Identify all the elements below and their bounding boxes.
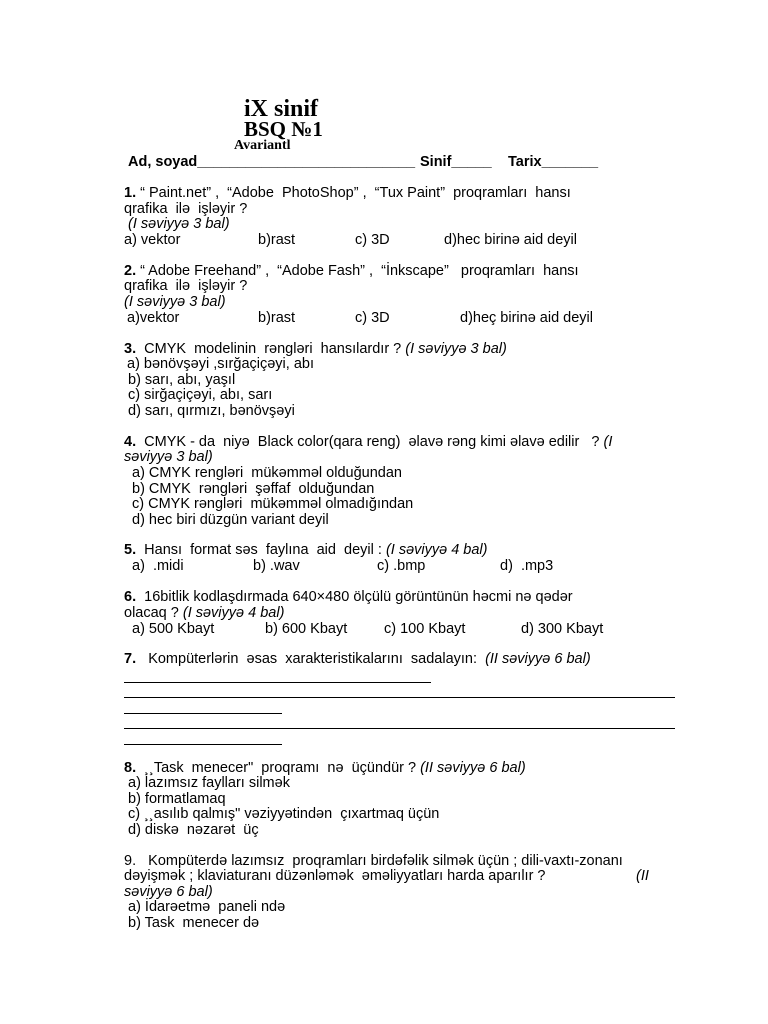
difficulty-level: (II [636, 868, 649, 884]
option-a: a) CMYK rengləri mükəmməl olduğundan [132, 465, 402, 481]
difficulty-level: (I səviyyə 4 bal) [385, 542, 488, 558]
option-b: b)rast [258, 232, 296, 248]
option-d: d) 300 Kbayt [521, 621, 604, 637]
option-d: d) sarı, qırmızı, bənövşəyi [128, 403, 295, 419]
option-d: d) diskə nəzarət üç [128, 822, 259, 838]
question-text-line: dəyişmək ; klaviaturanı düzənləmək əməliyyatları harda aparılır ? [124, 868, 546, 884]
option-c: c) CMYK rəngləri mükəmməl olmadığından [132, 496, 414, 512]
option-a: a) bənövşəyi ,sırğaçiçəyi, abı [127, 356, 314, 372]
option-a: a) İdarəetmə paneli ndə [128, 899, 286, 915]
option-a: a) lazımsız faylları silmək [128, 775, 290, 791]
difficulty-level: (II səviyyə 6 bal) [420, 760, 526, 776]
question-5 [124, 542, 487, 558]
question-text: ¸¸Task menecer" proqramı nə üçündür ? [144, 760, 417, 776]
question-text: 16bitlik kodlaşdırmada 640×480 ölçülü görüntünün həcmi nə qədər [144, 589, 573, 605]
option-b: b) formatlamaq [128, 791, 226, 807]
difficulty-level: (I səviyyə 4 bal) [182, 605, 285, 621]
question-number: 5. [124, 542, 137, 558]
bsq-title: BSQ №1 [244, 117, 323, 141]
difficulty-level-cont: səviyyə 6 bal) [124, 884, 213, 900]
answer-line[interactable] [124, 744, 282, 745]
option-b: b) .wav [253, 558, 300, 574]
question-1 [124, 185, 571, 201]
question-text: Hansı format səs faylına aid deyil : [144, 542, 382, 558]
class-title: iX sinif [244, 96, 319, 122]
question-number: 7. [124, 651, 137, 667]
name-field-label: Ad, soyad___________________________ [128, 154, 416, 170]
option-c: c) .bmp [377, 558, 426, 574]
question-number: 4. [124, 434, 137, 450]
option-d: d) .mp3 [500, 558, 554, 574]
option-c: c) 3D [355, 232, 390, 248]
option-d: d)hec birinə aid deyil [444, 232, 577, 248]
question-text: “ Paint.net” , “Adobe PhotoShop” , “Tux Paint” proqramları hansı [140, 185, 571, 201]
question-2 [124, 263, 579, 279]
question-text: CMYK modelinin rəngləri hansılardır ? [144, 341, 402, 357]
difficulty-level: (II səviyyə 6 bal) [485, 651, 591, 667]
option-b: b) sarı, abı, yaşıl [128, 372, 236, 388]
option-d: d) hec biri düzgün variant deyil [132, 512, 329, 528]
option-a: a)vektor [127, 310, 180, 326]
question-9: 9. Kompüterdə lazımsız proqramları birdəfəlik silmək üçün ; dili-vaxtı-zonanı [124, 853, 623, 869]
question-text: “ Adobe Freehand” , “Adobe Fash” , “İnkscape” proqramları hansı [140, 263, 579, 279]
question-number: 3. [124, 341, 137, 357]
option-b: b) 600 Kbayt [265, 621, 348, 637]
question-number: 2. [124, 263, 137, 279]
option-a: a) vektor [124, 232, 181, 248]
question-text-line: olacaq ? (I səviyyə 4 bal) [124, 605, 285, 621]
question-number: 1. [124, 185, 137, 201]
question-number: 8. [124, 760, 137, 776]
class-field-label: Sinif_____ [420, 154, 492, 170]
question-text-line: qrafika ilə işləyir ? [124, 201, 248, 217]
difficulty-level: (I səviyyə 3 bal) [128, 216, 230, 232]
option-c: c) sirğaçiçəyi, abı, sarı [128, 387, 273, 403]
question-4 [124, 434, 612, 450]
question-7 [124, 651, 591, 667]
answer-line[interactable] [124, 697, 675, 698]
option-a: a) .midi [132, 558, 184, 574]
difficulty-level: (I səviyyə 3 bal) [124, 294, 226, 310]
option-b: b) CMYK rəngləri şəffaf olduğundan [132, 481, 375, 497]
variant-label: Avariantl [234, 138, 291, 153]
answer-line[interactable] [124, 713, 282, 714]
question-text: Kompüterlərin əsas xarakteristikalarını sadalayın: [148, 651, 478, 667]
answer-line[interactable] [124, 728, 675, 729]
question-number: 6. [124, 589, 137, 605]
option-c: c) 100 Kbayt [384, 621, 466, 637]
question-text: CMYK - da niyə Black color(qara reng) əlavə rəng kimi əlavə edilir ? [144, 434, 600, 450]
option-b: b)rast [258, 310, 296, 326]
answer-line[interactable] [124, 682, 431, 683]
option-c: c) 3D [355, 310, 390, 326]
difficulty-level: (I səviyyə 3 bal) [405, 341, 507, 357]
date-field-label: Tarix_______ [508, 154, 599, 170]
option-a: a) 500 Kbayt [132, 621, 215, 637]
difficulty-level: (I [603, 434, 613, 450]
difficulty-level-cont: səviyyə 3 bal) [124, 449, 213, 465]
option-d: d)heç birinə aid deyil [460, 310, 593, 326]
question-3 [124, 341, 507, 357]
question-6 [124, 589, 573, 605]
option-b: b) Task menecer də [128, 915, 260, 931]
question-8 [124, 760, 526, 776]
question-text-line: qrafika ilə işləyir ? [124, 278, 248, 294]
option-c: c) ¸¸asılıb qalmış" vəziyyətindən çıxartmaq üçün [128, 806, 440, 822]
